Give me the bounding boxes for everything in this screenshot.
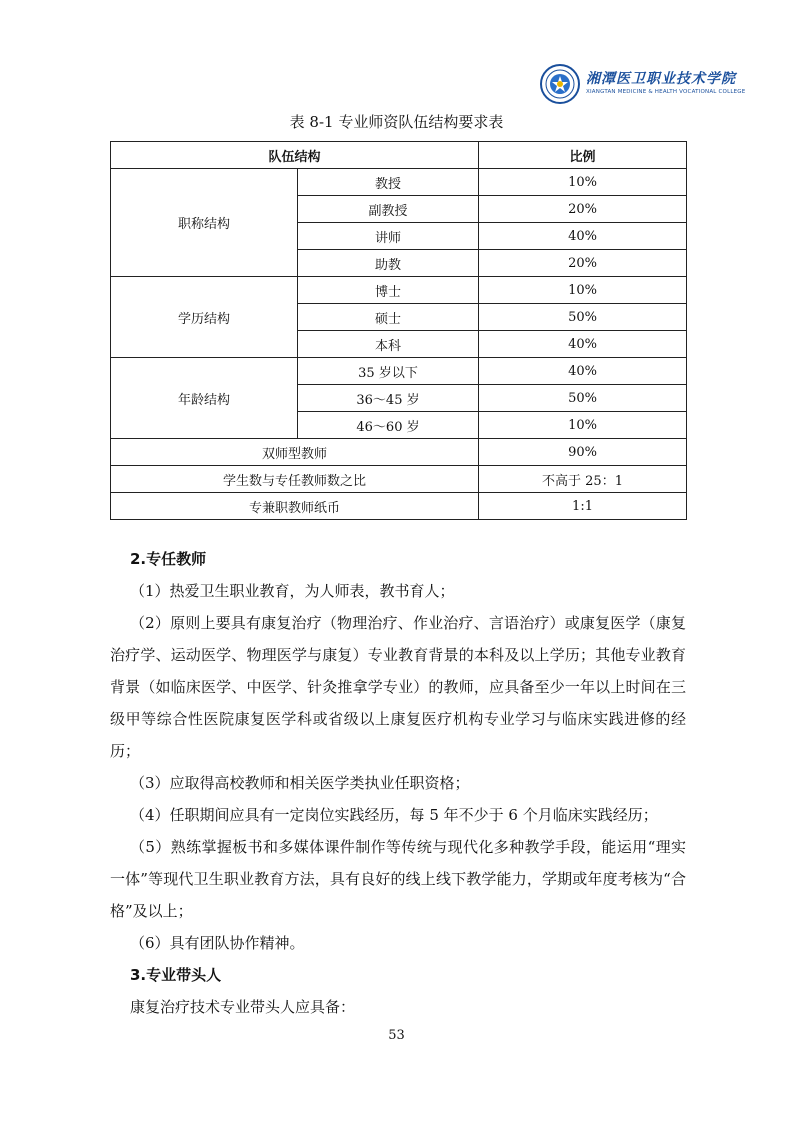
row-label: 双师型教师 bbox=[111, 439, 479, 466]
paragraph: （3）应取得高校教师和相关医学类执业任职资格； bbox=[130, 774, 470, 792]
header-ratio: 比例 bbox=[479, 142, 687, 169]
row-item: 讲师 bbox=[298, 223, 479, 250]
table-title: 表 8-1 专业师资队伍结构要求表 bbox=[289, 113, 504, 131]
row-item: 35 岁以下 bbox=[298, 358, 479, 385]
row-ratio: 20% bbox=[479, 250, 687, 277]
body-content bbox=[110, 543, 686, 1023]
row-item: 副教授 bbox=[298, 196, 479, 223]
row-ratio: 50% bbox=[479, 304, 687, 331]
paragraph: （4）任职期间应具有一定岗位实践经历，每 5 年不少于 6 个月临床实践经历； bbox=[130, 806, 658, 824]
table-row bbox=[111, 439, 687, 466]
college-emblem-icon bbox=[540, 64, 580, 104]
row-ratio: 20% bbox=[479, 196, 687, 223]
row-ratio: 90% bbox=[479, 439, 687, 466]
row-ratio: 40% bbox=[479, 358, 687, 385]
group-label: 年龄结构 bbox=[111, 358, 298, 439]
row-ratio: 10% bbox=[479, 277, 687, 304]
row-ratio: 40% bbox=[479, 223, 687, 250]
header-structure: 队伍结构 bbox=[111, 142, 479, 169]
table-row bbox=[111, 169, 687, 196]
table-row bbox=[111, 358, 687, 385]
row-ratio: 50% bbox=[479, 385, 687, 412]
table-row bbox=[111, 466, 687, 493]
paragraph: 康复治疗技术专业带头人应具备： bbox=[130, 998, 356, 1016]
paragraph: （6）具有团队协作精神。 bbox=[130, 934, 305, 952]
row-ratio: 不高于 25：1 bbox=[479, 466, 687, 493]
table-header-row bbox=[111, 142, 687, 169]
row-item: 教授 bbox=[298, 169, 479, 196]
row-label: 学生数与专任教师数之比 bbox=[111, 466, 479, 493]
table-row bbox=[111, 493, 687, 520]
row-item: 46～60 岁 bbox=[298, 412, 479, 439]
page-number: 53 bbox=[388, 1028, 405, 1043]
faculty-structure-table bbox=[110, 141, 687, 520]
group-label: 职称结构 bbox=[111, 169, 298, 277]
section-heading-full-time-teachers: 2.专任教师 bbox=[130, 550, 207, 568]
row-item: 本科 bbox=[298, 331, 479, 358]
group-label: 学历结构 bbox=[111, 277, 298, 358]
college-name: 湘潭医卫职业技术学院 bbox=[586, 71, 736, 87]
row-ratio: 10% bbox=[479, 169, 687, 196]
row-item: 硕士 bbox=[298, 304, 479, 331]
row-ratio: 1:1 bbox=[479, 493, 687, 520]
paragraph: （2）原则上要具有康复治疗（物理治疗、作业治疗、言语治疗）或康复医学（康复治疗学、运动医学、物理医学与康复）专业教育背景的本科及以上学历；其他专业教育背景（如临床医学、中医学、针灸推拿学专业）的教师，应具备至少一年以上时间在三级甲等综合性医院康复医学科或省级以上康复医疗机构专业学习与临床实践进修的经历； bbox=[110, 614, 686, 760]
row-label: 专兼职教师纸币 bbox=[111, 493, 479, 520]
table-row bbox=[111, 277, 687, 304]
paragraph: （1）热爱卫生职业教育，为人师表，教书育人； bbox=[130, 582, 455, 600]
college-logo bbox=[540, 64, 746, 108]
row-ratio: 10% bbox=[479, 412, 687, 439]
paragraph: （5）熟练掌握板书和多媒体课件制作等传统与现代化多种教学手段，能运用“理实一体”等现代卫生职业教育方法，具有良好的线上线下教学能力，学期或年度考核为“合格”及以上； bbox=[110, 838, 686, 920]
section-heading-program-leader: 3.专业带头人 bbox=[130, 966, 222, 984]
row-ratio: 40% bbox=[479, 331, 687, 358]
row-item: 博士 bbox=[298, 277, 479, 304]
college-english-name: XIANGTAN MEDICINE & HEALTH VOCATIONAL COLLEGE bbox=[586, 89, 746, 95]
row-item: 助教 bbox=[298, 250, 479, 277]
row-item: 36～45 岁 bbox=[298, 385, 479, 412]
